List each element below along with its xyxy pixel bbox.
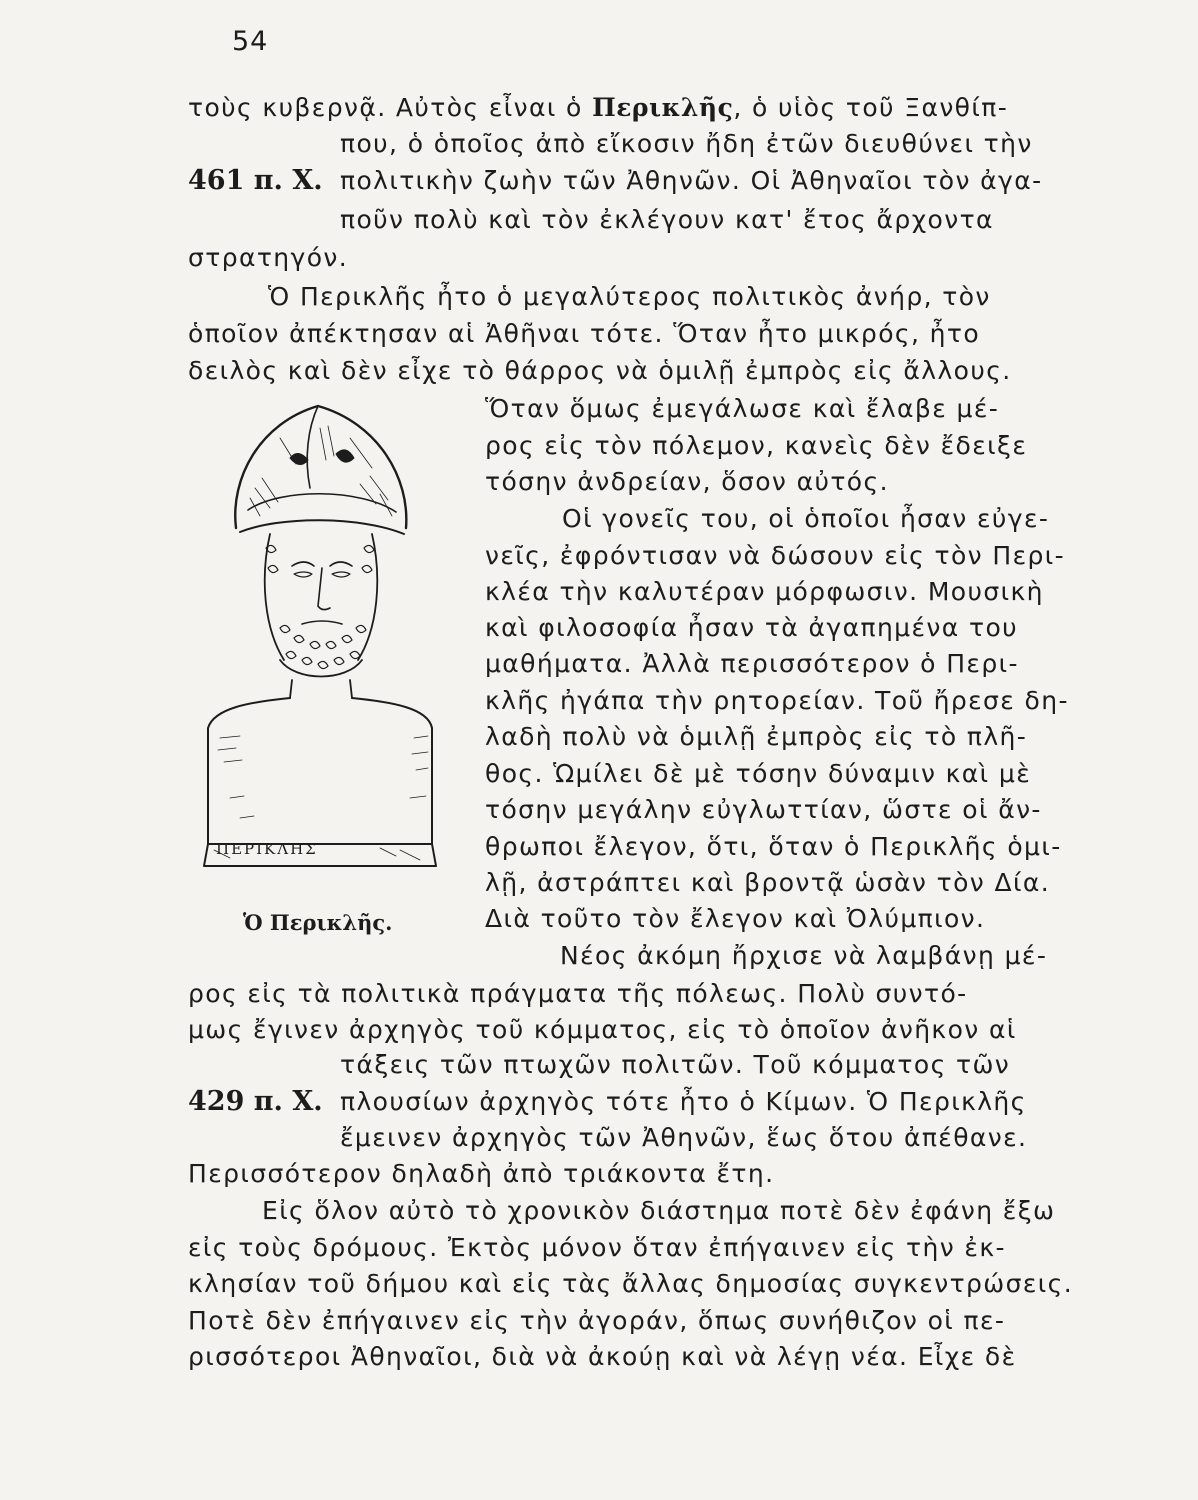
text-line: Οἱ γονεῖς του, οἱ ὁποῖοι ἦσαν εὐγε-	[562, 504, 1050, 533]
text-line: δειλὸς καὶ δὲν εἶχε τὸ θάρρος νὰ ὁμιλῇ ἐμπρὸς εἰς ἄλλους.	[188, 356, 1012, 385]
text-line: λῇ, ἀστράπτει καὶ βροντᾷ ὡσὰν τὸν Δία.	[485, 868, 1051, 897]
text-line: ἔμεινεν ἀρχηγὸς τῶν Ἀθηνῶν, ἕως ὅτου ἀπέθανε.	[340, 1123, 1028, 1152]
text-line: θρωποι ἔλεγον, ὅτι, ὅταν ὁ Περικλῆς ὁμι-	[485, 832, 1062, 861]
text-line: τάξεις τῶν πτωχῶν πολιτῶν. Τοῦ κόμματος τῶν	[340, 1050, 1011, 1079]
text-line: τόσην ἀνδρείαν, ὅσον αὐτός.	[485, 467, 889, 496]
text-line: πολιτικὴν ζωὴν τῶν Ἀθηνῶν. Οἱ Ἀθηναῖοι τὸν ἀγα-	[340, 166, 1043, 195]
text-line: εἰς τοὺς δρόμους. Ἐκτὸς μόνον ὅταν ἐπήγαινεν εἰς τὴν ἐκ-	[188, 1233, 1006, 1262]
text-line: Ὁ Περικλῆς ἦτο ὁ μεγαλύτερος πολιτικὸς ἀνήρ, τὸν	[268, 282, 991, 311]
text-line: θος. Ὡμίλει δὲ μὲ τόσην δύναμιν καὶ μὲ	[485, 759, 1032, 788]
bust-inscription: ΠΕΡΙΚΛΗΣ	[216, 840, 318, 858]
emphasized-name: Περικλῆς	[592, 93, 734, 122]
text-line: κλῆς ἠγάπα τὴν ρητορείαν. Τοῦ ἤρεσε δη-	[485, 686, 1069, 715]
figure-caption: Ὁ Περικλῆς.	[243, 910, 393, 935]
text-line: ρισσότεροι Ἀθηναῖοι, διὰ νὰ ἀκούῃ καὶ νὰ λέγῃ νέα. Εἶχε δὲ	[188, 1342, 1017, 1371]
text-line: στρατηγόν.	[188, 243, 349, 272]
text-line: ὁποῖον ἀπέκτησαν αἱ Ἀθῆναι τότε. Ὅταν ἦτο μικρός, ἦτο	[188, 319, 981, 348]
text-line: που, ὁ ὁποῖος ἀπὸ εἴκοσιν ἤδη ἐτῶν διευθύνει τὴν	[340, 129, 1033, 158]
text-line: μως ἔγινεν ἀρχηγὸς τοῦ κόμματος, εἰς τὸ ὁποῖον ἀνῆκον αἱ	[188, 1015, 1017, 1044]
text-line: Διὰ τοῦτο τὸν ἔλεγον καὶ Ὀλύμπιον.	[485, 904, 986, 933]
text-line: τόσην μεγάλην εὐγλωττίαν, ὥστε οἱ ἄν-	[485, 795, 1042, 824]
text-line: Ποτὲ δὲν ἐπήγαινεν εἰς τὴν ἀγοράν, ὅπως συνήθιζον οἱ πε-	[188, 1306, 1006, 1335]
page-number: 54	[232, 26, 269, 57]
text-line: Εἰς ὅλον αὐτὸ τὸ χρονικὸν διάστημα ποτὲ δὲν ἐφάνη ἔξω	[262, 1196, 1056, 1225]
text-line: Νέος ἀκόμη ἤρχισε νὰ λαμβάνῃ μέ-	[560, 941, 1048, 970]
text-line: Ὅταν ὅμως ἐμεγάλωσε καὶ ἔλαβε μέ-	[485, 394, 1000, 423]
text-line: ρος εἰς τὰ πολιτικὰ πράγματα τῆς πόλεως. Πολὺ συντό-	[188, 979, 968, 1008]
text-line: καὶ φιλοσοφία ἦσαν τὰ ἀγαπημένα του	[485, 613, 1019, 642]
pericles-bust-illustration	[200, 398, 440, 884]
text-line: τοὺς κυβερνᾷ. Αὐτὸς εἶναι ὁ Περικλῆς, ὁ υἱὸς τοῦ Ξανθίπ-	[188, 93, 1009, 122]
text-line: πλουσίων ἀρχηγὸς τότε ἦτο ὁ Κίμων. Ὁ Περικλῆς	[340, 1087, 1027, 1116]
text-line: ρος εἰς τὸν πόλεμον, κανεὶς δὲν ἔδειξε	[485, 431, 1028, 460]
text-line: κλέα τὴν καλυτέραν μόρφωσιν. Μουσικὴ	[485, 577, 1044, 606]
text-line: ποῦν πολὺ καὶ τὸν ἐκλέγουν κατ' ἔτος ἄρχοντα	[340, 205, 994, 234]
text-line: κλησίαν τοῦ δήμου καὶ εἰς τὰς ἄλλας δημοσίας συγκεντρώσεις.	[188, 1269, 1074, 1298]
text-line: Περισσότερον δηλαδὴ ἀπὸ τριάκοντα ἔτη.	[188, 1159, 775, 1188]
margin-note-date: 429 π. Χ.	[188, 1086, 323, 1117]
text-line: λαδὴ πολὺ νὰ ὁμιλῇ ἐμπρὸς εἰς τὸ πλῆ-	[485, 722, 1028, 751]
margin-note-date: 461 π. Χ.	[188, 165, 323, 196]
text-line: νεῖς, ἐφρόντισαν νὰ δώσουν εἰς τὸν Περι-	[485, 541, 1066, 570]
text-line: μαθήματα. Ἀλλὰ περισσότερον ὁ Περι-	[485, 649, 1019, 678]
